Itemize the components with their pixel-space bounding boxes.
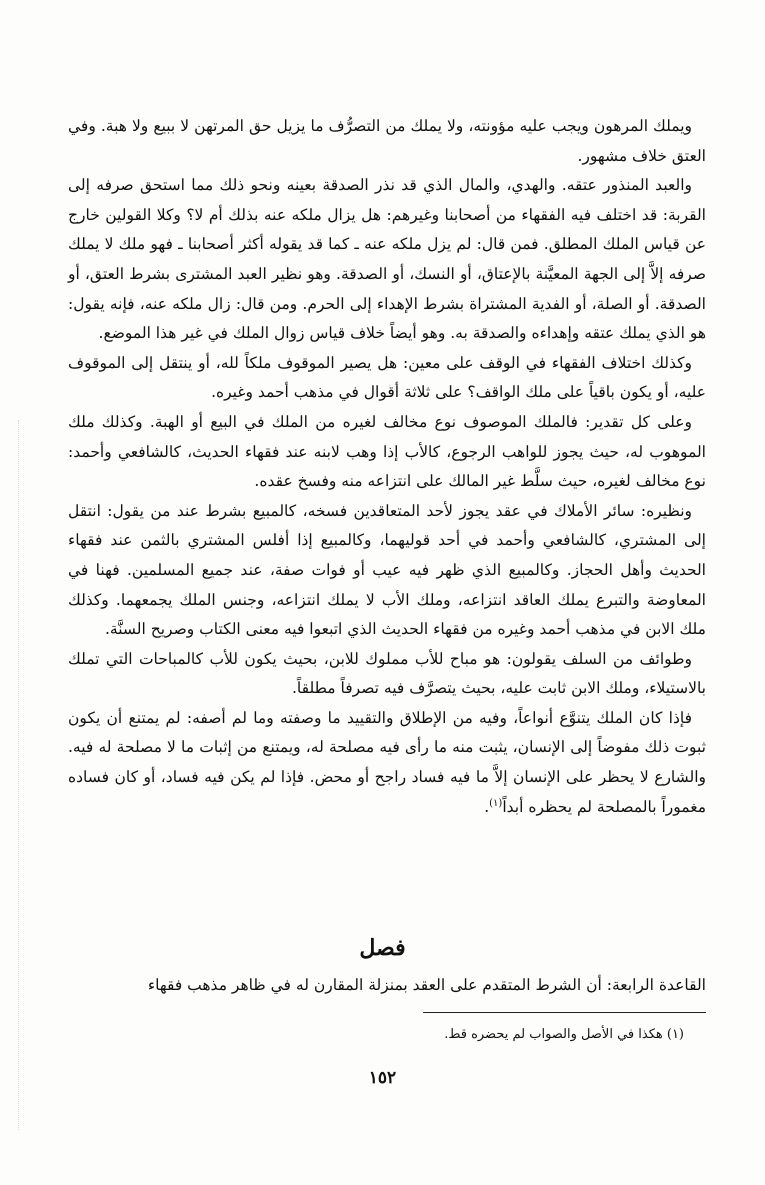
paragraph-vowed-slave: والعبد المنذور عتقه. والهدي، والمال الذي قد نذر الصدقة بعينه ونحو ذلك مما استحق صرفه إلى القربة: قد اختلف فيه الفقهاء من أصحابنا وغيرهم: هل يزال ملكه عنه بذلك أم لا؟ وكلا القولين خارج عن قياس الملك المطلق. فمن قال: لم يزل ملكه عنه ـ كما قد يقوله أكثر أصحابنا ـ فهو ملك لا يملك صرفه إلاَّ إلى الجهة المعيَّنة بالإعتاق، أو النسك، أو الصدقة. وهو نظير العبد المشترى بشرط العتق، أو الصدقة. أو الصلة، أو الفدية المشتراة بشرط الإهداء إلى الحرم. ومن قال: زال ملكه عنه، فإنه يقول: هو الذي يملك عتقه وإهداءه والصدقة به. وهو أيضاً خلاف قياس زوال الملك في غير هذا الموضع. xyxy=(68,176,706,343)
paragraph-waqf-dispute: وكذلك اختلاف الفقهاء في الوقف على معين: هل يصير الموقوف ملكاً لله، أو ينتقل إلى الموقوف عليه، أو يكون باقياً على ملك الواقف؟ على ثلاثة أقوال في مذهب أحمد وغيره. xyxy=(68,353,706,402)
footnote: (١) هكذا في الأصل والصواب لم يحضره قط. xyxy=(444,1027,684,1042)
page-number: ١٥٢ xyxy=(368,1068,397,1088)
footnote-reference[interactable]: (١) xyxy=(489,797,503,809)
paragraph-salaf-opinion: وطوائف من السلف يقولون: هو مباح للأب مملوك للابن، بحيث يكون للأب كالمباحات التي تملك بالاستيلاء، وملك الابن ثابت عليه، بحيث يتصرَّف فيه تصرفاً مطلقاً. xyxy=(68,649,706,698)
paragraph-pledge-ownership: ويملك المرهون ويجب عليه مؤونته، ولا يملك من التصرُّف ما يزيل حق المرتهن لا ببيع ولا هبة. وفي العتق خلاف مشهور. xyxy=(68,117,706,165)
section-text-block xyxy=(68,971,706,1001)
paragraph-gift-revocation: وعلى كل تقدير: فالملك الموصوف نوع مخالف لغيره من الملك في البيع أو الهبة. وكذلك ملك الموهوب له، حيث يجوز للواهب الرجوع، كالأب إذا وهب لابنه عند فقهاء الحديث، كالشافعي وأحمد: نوع مخالف لغيره، حيث سلَّط غير المالك على انتزاعه منه وفسخ عقده. xyxy=(68,412,706,491)
paragraph-contract-annulment: ونظيره: سائر الأملاك في عقد يجوز لأحد المتعاقدين فسخه، كالمبيع بشرط عند من يقول: انتقل إلى المشتري، كالشافعي وأحمد في أحد قوليهما، وكالمبيع إذا أفلس المشتري بالثمن عند فقهاء الحديث وأهل الحجاز. وكالمبيع الذي ظهر فيه عيب أو فوات صفة، عند جميع المسلمين. فهنا في المعاوضة والتبرع يملك العاقد انتزاعه، وملك الأب لا يملك انتزاعه، وجنس الملك يجمعهما. وكذلك ملك الابن في مذهب أحمد وغيره من فقهاء الحديث الذي اتبعوا فيه معنى الكتاب وصريح السنَّة. xyxy=(68,501,706,639)
section-heading: فصل xyxy=(359,935,406,961)
scan-edge-marks xyxy=(18,420,19,1130)
paragraph-ownership-types: فإذا كان الملك يتنوَّع أنواعاً، وفيه من الإطلاق والتقييد ما وصفته وما لم أصفه: لم يمتنع أن يكون ثبوت ذلك مفوضاً إلى الإنسان، يثبت منه ما رأى فيه مصلحة له، ويمتنع من إثبات ما لا مصلحة له فيه. والشارع لا يحظر على الإنسان إلاَّ ما فيه فساد راجح أو محض. فإذا لم يكن فيه فساد، أو كان فساده مغموراً بالمصلحة لم يحظره أبداً$^{(١)}$. xyxy=(68,708,706,816)
section-opening-line: القاعدة الرابعة: أن الشرط المتقدم على العقد بمنزلة المقارن له في ظاهر مذهب فقهاء xyxy=(147,976,706,994)
footnote-separator xyxy=(423,1012,706,1013)
paragraph-ownership-types-text: فإذا كان الملك يتنوَّع أنواعاً، وفيه من الإطلاق والتقييد ما وصفته وما لم أصفه: لم يمتنع أن يكون ثبوت ذلك مفوضاً إلى الإنسان، يثبت منه ما رأى فيه مصلحة له، ويمتنع من إثبات ما لا مصلحة له فيه. والشارع لا يحظر على الإنسان إلاَّ ما فيه فساد راجح أو محض. فإذا لم يكن فيه فساد، أو كان فساده مغموراً بالمصلحة لم يحظره أبداً xyxy=(68,708,706,816)
main-text-block xyxy=(68,112,706,822)
